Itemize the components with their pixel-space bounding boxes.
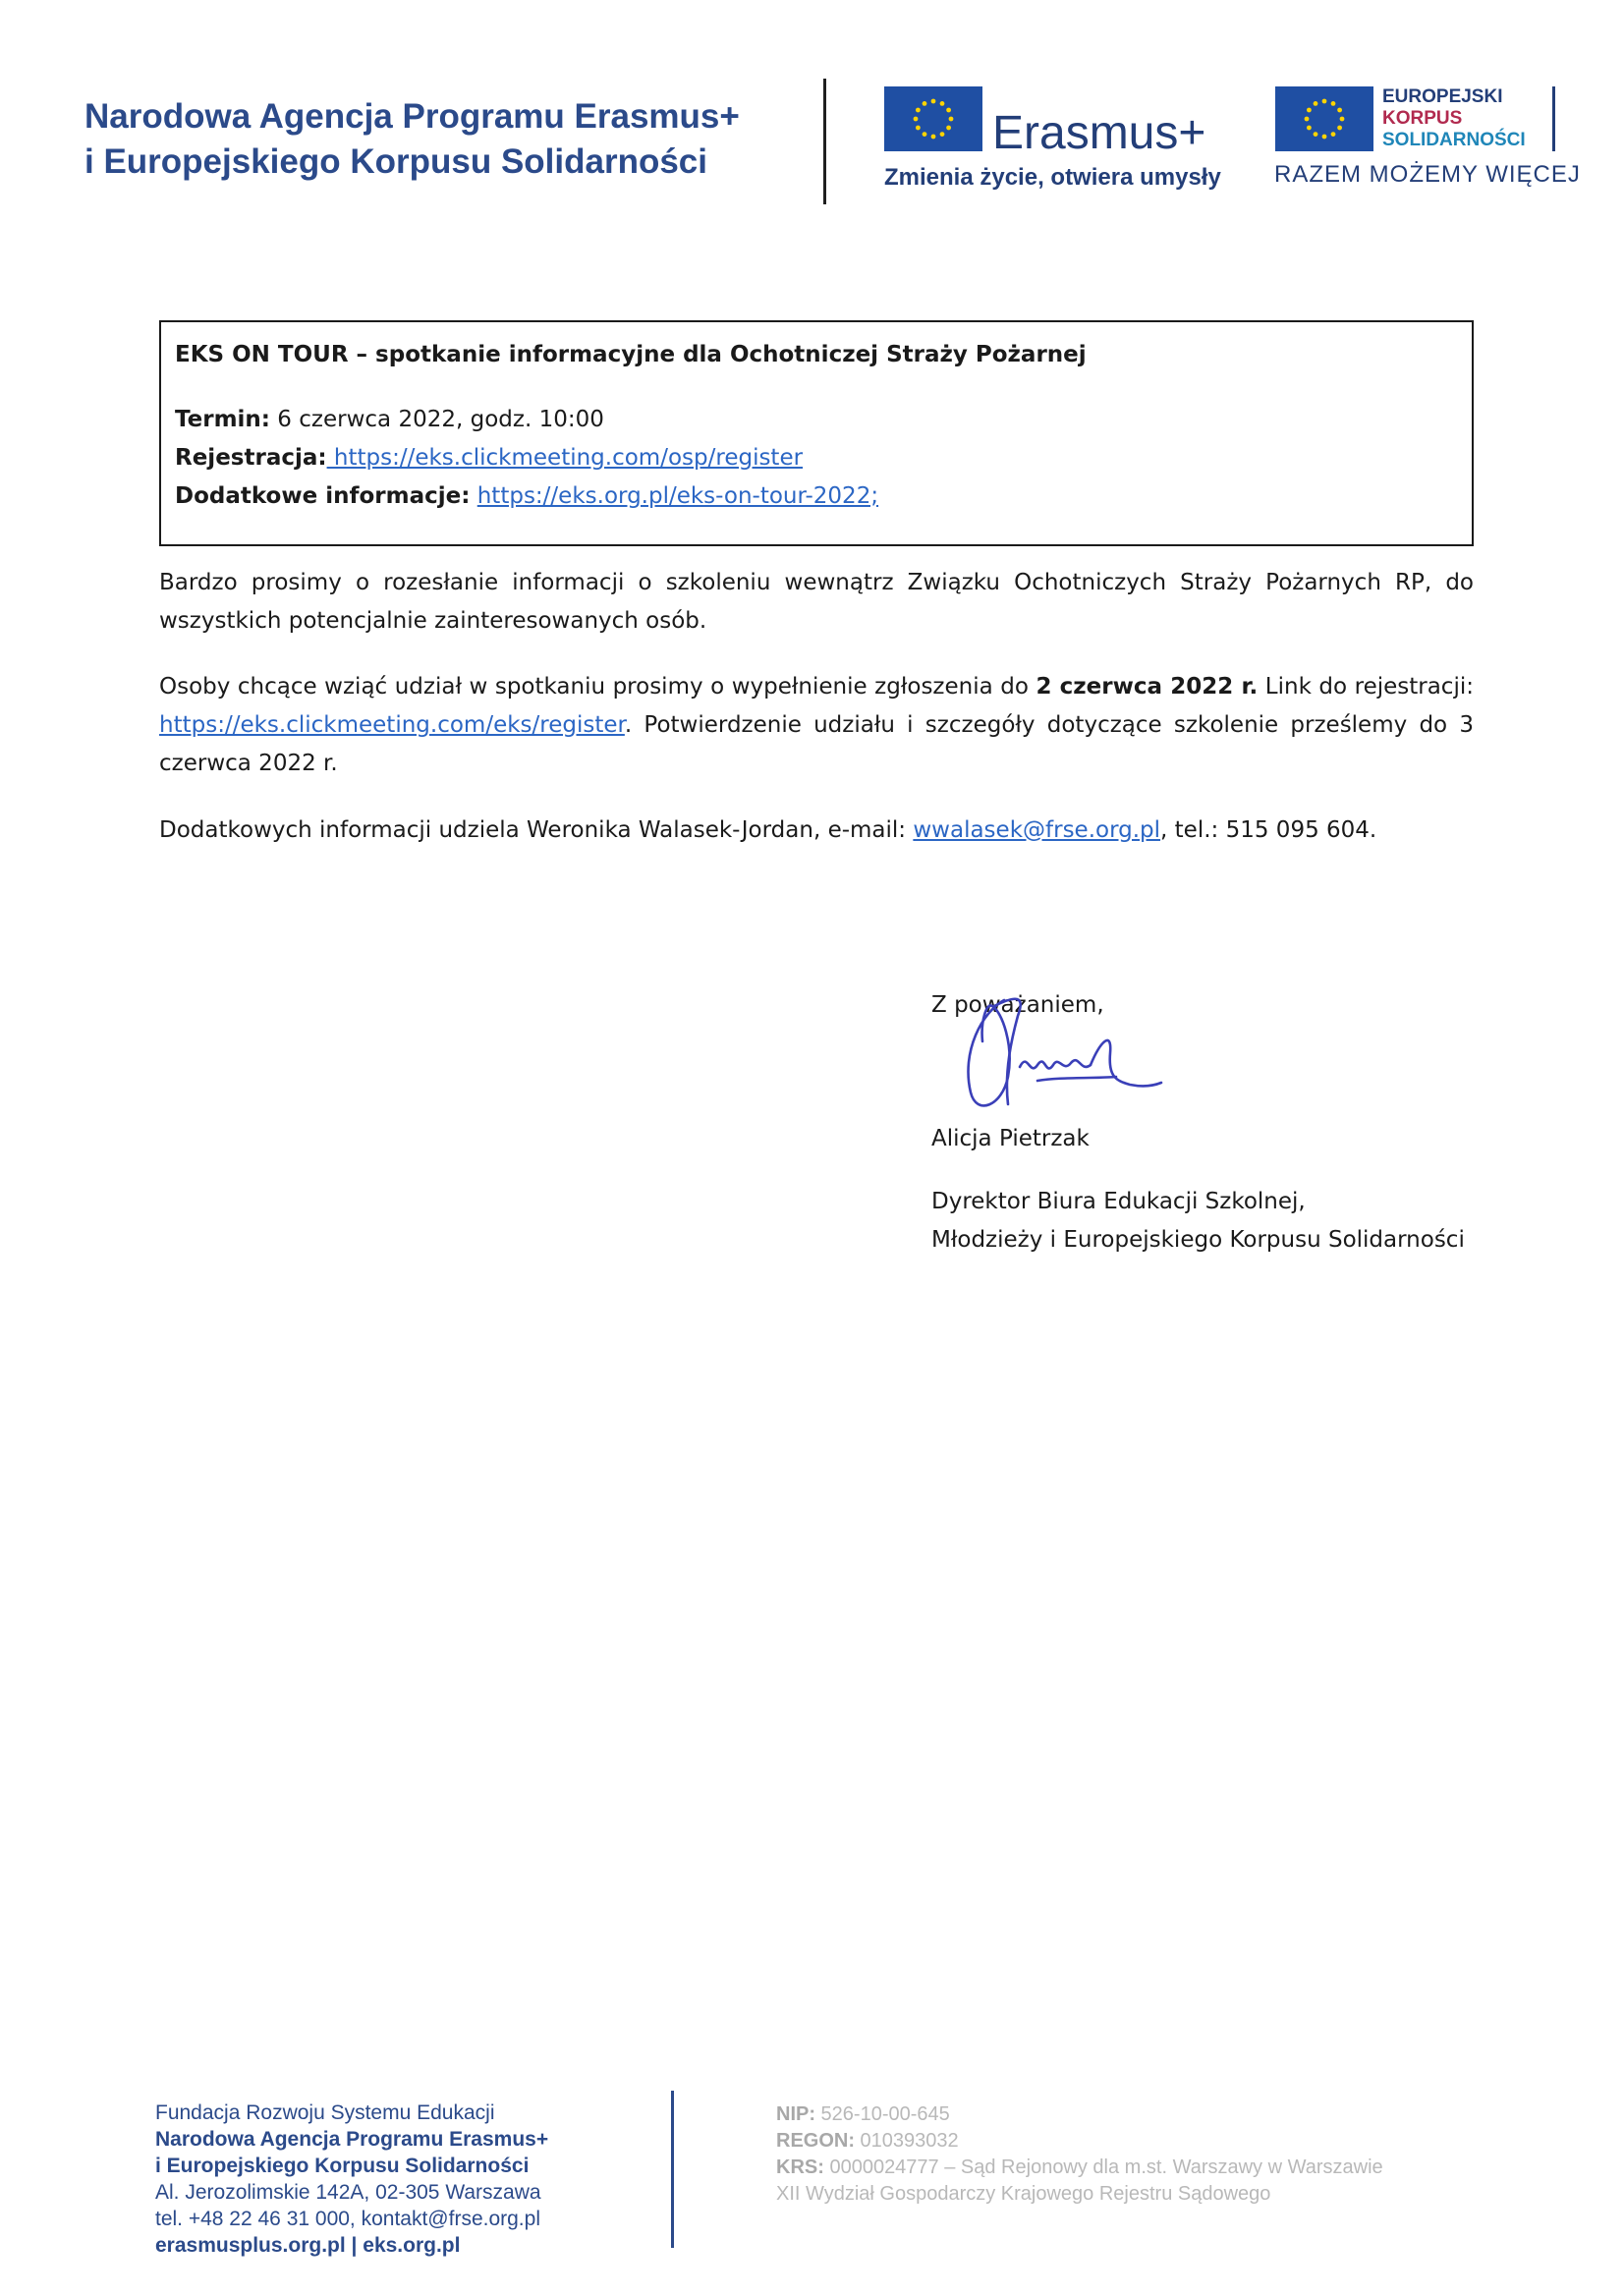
eks-logo-line2: KORPUS [1382, 108, 1463, 129]
agency-name [84, 94, 831, 185]
signatory-name: Alicja Pietrzak [931, 1126, 1090, 1151]
contact-email-link[interactable]: wwalasek@frse.org.pl [913, 817, 1161, 843]
contact-text-b: , tel.: 515 095 604. [1160, 817, 1377, 843]
registration-text-c: . Potwierdzenie udziału i szczegóły dotyczące szkolenie prześlemy do 3 czerwca 2022 r. [159, 712, 1474, 776]
footer-nip [776, 2101, 1383, 2128]
registration-link[interactable]: https://eks.clickmeeting.com/osp/register [326, 445, 804, 471]
eks-logo-line1: EUROPEJSKI [1382, 86, 1503, 107]
event-date-value: 6 czerwca 2022, godz. 10:00 [270, 407, 604, 432]
eu-flag-icon [884, 86, 982, 151]
registration-label: Rejestracja: [175, 445, 327, 471]
footer-krs [776, 2155, 1383, 2181]
event-more-info-line [175, 483, 878, 509]
eks-motto: RAZEM MOŻEMY WIĘCEJ [1274, 161, 1581, 188]
signatory-title-line1: Dyrektor Biura Edukacji Szkolnej, [931, 1189, 1306, 1214]
footer-registry-info [776, 2101, 1383, 2208]
registration-deadline: 2 czerwca 2022 r. [1036, 674, 1259, 700]
event-date-line [175, 407, 604, 432]
krs-label: KRS: [776, 2156, 824, 2178]
registration-text-a: Osoby chcące wziąć udział w spotkaniu prosimy o wypełnienie zgłoszenia do [159, 674, 1036, 700]
signatory-title-line2: Młodzieży i Europejskiego Korpusu Solidarności [931, 1227, 1465, 1253]
footer-regon [776, 2128, 1383, 2155]
eks-registration-link[interactable]: https://eks.clickmeeting.com/eks/register [159, 712, 625, 738]
eu-flag-icon [1275, 86, 1373, 151]
footer-agency-line1: Narodowa Agencja Programu Erasmus+ [155, 2128, 549, 2151]
eu-stars-icon [1275, 86, 1373, 151]
footer-divider [671, 2091, 674, 2248]
agency-name-line2: i Europejskiego Korpusu Solidarności [84, 142, 707, 181]
nip-label: NIP: [776, 2103, 815, 2125]
more-info-label: Dodatkowe informacje: [175, 483, 471, 509]
paragraph-contact [159, 812, 1474, 850]
erasmus-tagline: Zmienia życie, otwiera umysły [884, 164, 1221, 191]
footer-phone-email: tel. +48 22 46 31 000, kontakt@frse.org.pl [155, 2208, 540, 2230]
handwritten-signature [943, 982, 1169, 1130]
event-title: EKS ON TOUR – spotkanie informacyjne dla Ochotniczej Straży Pożarnej [175, 342, 1087, 367]
eks-logo-line3: SOLIDARNOŚCI [1382, 130, 1526, 150]
regon-value: 010393032 [855, 2130, 959, 2152]
nip-value: 526-10-00-645 [815, 2103, 950, 2125]
footer-street-address: Al. Jerozolimskie 142A, 02-305 Warszawa [155, 2181, 541, 2204]
header-divider [823, 79, 826, 204]
agency-name-line1: Narodowa Agencja Programu Erasmus+ [84, 97, 740, 136]
paragraph-distribution-request: Bardzo prosimy o rozesłanie informacji o szkoleniu wewnątrz Związku Ochotniczych Straży Pożarnych RP, do wszystkich potencjalnie zainteresowanych osób. [159, 570, 1474, 634]
registration-text-b: Link do rejestracji: [1258, 674, 1474, 700]
paragraph-registration [159, 668, 1474, 783]
contact-text-a: Dodatkowych informacji udziela Weronika Walasek-Jordan, e-mail: [159, 817, 914, 843]
more-info-link[interactable]: https://eks.org.pl/eks-on-tour-2022; [476, 483, 879, 509]
erasmus-logo-text: Erasmus+ [992, 107, 1206, 159]
footer-foundation-name: Fundacja Rozwoju Systemu Edukacji [155, 2101, 495, 2124]
footer-websites: erasmusplus.org.pl | eks.org.pl [155, 2234, 461, 2257]
footer-address [155, 2100, 548, 2259]
event-registration-line [175, 445, 803, 471]
eks-logo-bar [1552, 86, 1555, 151]
regon-label: REGON: [776, 2130, 855, 2152]
krs-value: 0000024777 – Sąd Rejonowy dla m.st. Warszawy w Warszawie [823, 2156, 1383, 2178]
closing-salutation: Z poważaniem, [931, 992, 1104, 1018]
footer-court-division: XII Wydział Gospodarczy Krajowego Rejestru Sądowego [776, 2183, 1271, 2205]
footer-agency-line2: i Europejskiego Korpusu Solidarności [155, 2155, 530, 2177]
event-date-label: Termin: [175, 407, 270, 432]
eu-stars-icon [884, 86, 982, 151]
